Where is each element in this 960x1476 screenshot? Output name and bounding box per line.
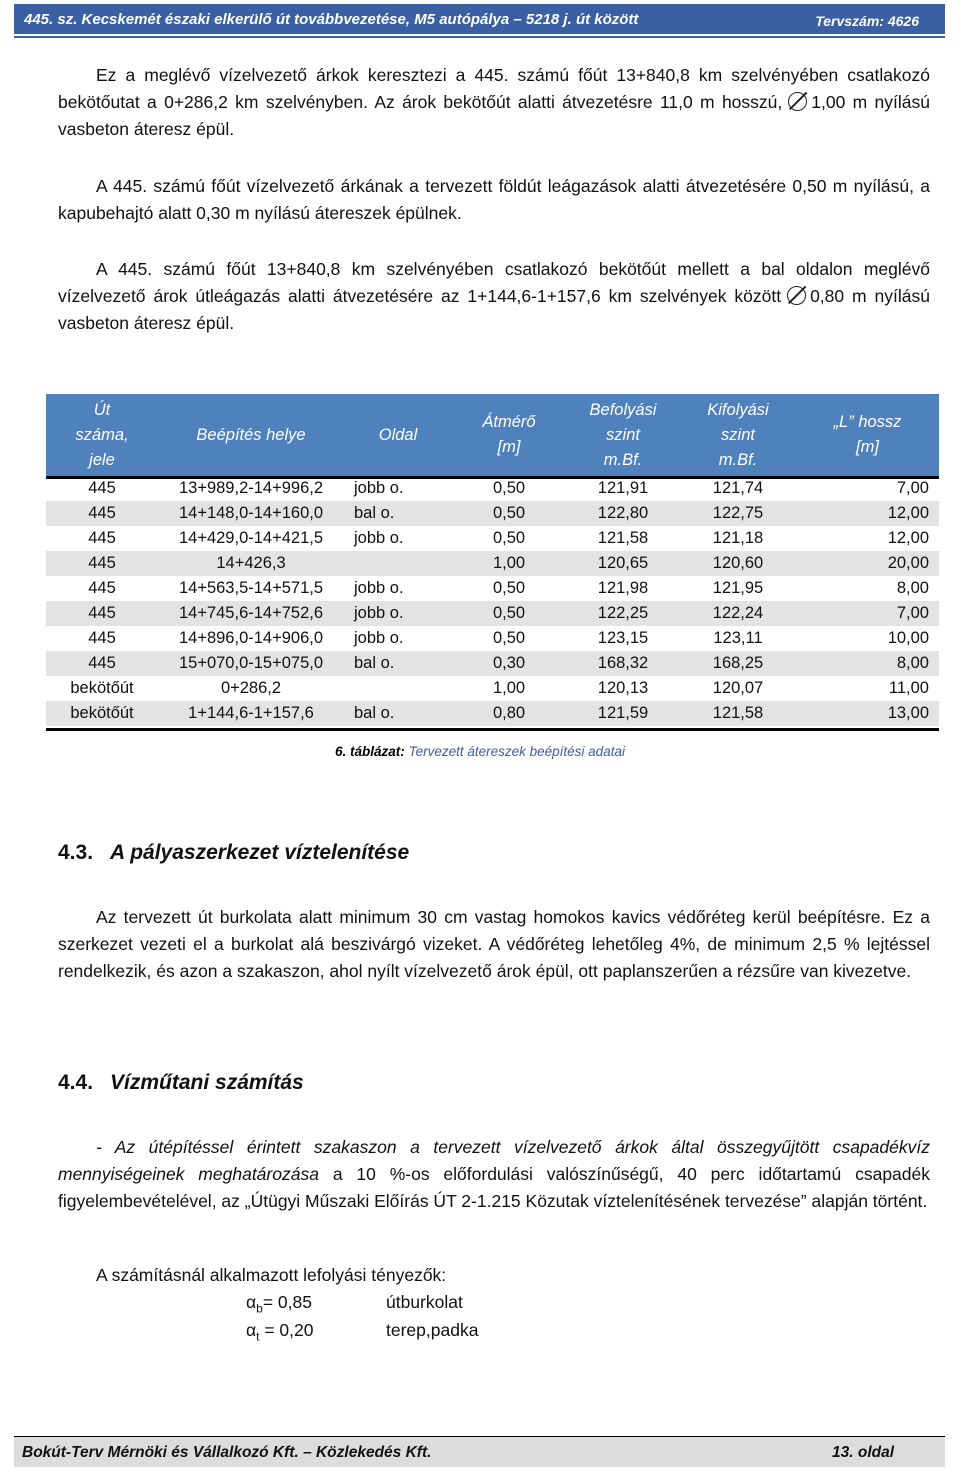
- header-rule: [14, 36, 945, 38]
- caption-text: Tervezett átereszek beépítési adatai: [408, 744, 625, 759]
- cell-diameter: 1,00: [452, 551, 566, 576]
- cell-outlet-level: 123,11: [713, 629, 763, 647]
- cell-location: 14+745,6-14+752,6: [158, 601, 344, 626]
- section-number: 4.4.: [58, 1071, 94, 1094]
- cell-location: 1+144,6-1+157,6: [158, 701, 344, 726]
- cell-diameter: 0,80: [452, 701, 566, 726]
- paragraph-1: [58, 62, 930, 143]
- cell-length: 12,00: [796, 501, 939, 526]
- cell-inlet-level: 120,13: [597, 679, 649, 697]
- cell-location: 14+429,0-14+421,5: [178, 529, 324, 547]
- cell-road: 445: [46, 651, 158, 676]
- col-header-location: Beépítés helye: [158, 394, 344, 476]
- cell-location: 14+148,0-14+160,0: [158, 501, 344, 526]
- table-bottom-rule: [46, 728, 939, 731]
- col-header-road: Út száma, jele: [46, 394, 158, 476]
- paragraph-1-end: 1,00 m nyílású vasbeton áteresz épül.: [58, 92, 930, 139]
- cell-road: bekötőút: [46, 701, 158, 726]
- col-header-outlet-level: Kifolyási szint m.Bf.: [680, 394, 796, 476]
- cell-length: 10,00: [887, 629, 929, 647]
- cell-diameter: 0,50: [492, 529, 526, 547]
- table-row: [46, 676, 939, 701]
- diameter-icon: [787, 286, 806, 305]
- cell-side: [344, 676, 452, 701]
- cell-outlet-level: 122,75: [680, 501, 796, 526]
- cell-diameter: 0,50: [492, 579, 526, 597]
- table-row: [46, 551, 939, 576]
- cell-side: [344, 551, 452, 576]
- table-header-row: [46, 394, 939, 476]
- cell-inlet-level: 121,58: [597, 529, 649, 547]
- header-plan-number: Tervszám: 4626: [815, 13, 919, 29]
- table-row: [46, 576, 939, 601]
- cell-length: 20,00: [796, 551, 939, 576]
- cell-side: jobb o.: [354, 579, 404, 597]
- cell-length: 13,00: [796, 701, 939, 726]
- paragraph-3-text: A 445. számú főút 13+840,8 km szelvényében csatlakozó bekötőút mellett a bal oldalon meglévő vízelvezető árok útleágazás alatti átvezetésére az 1+144,6-1+157,6 km szelvények között: [58, 259, 930, 306]
- section-number: 4.3.: [58, 841, 94, 864]
- footer-company: Bokút-Terv Mérnöki és Vállalkozó Kft. – Közlekedés Kft.: [22, 1444, 432, 1461]
- table-row: [46, 626, 939, 651]
- cell-length: 7,00: [796, 601, 939, 626]
- cell-diameter: 0,50: [452, 501, 566, 526]
- section-title: Vízműtani számítás: [110, 1071, 304, 1094]
- cell-road: 445: [46, 551, 158, 576]
- cell-outlet-level: 121,95: [712, 579, 764, 597]
- table-row: [46, 601, 939, 626]
- cell-location: 13+989,2-14+996,2: [178, 479, 324, 497]
- cell-diameter: 0,50: [492, 479, 526, 497]
- col-header-inlet-level: Befolyási szint m.Bf.: [566, 394, 680, 476]
- section-4-3-body: [58, 904, 930, 985]
- cell-side: jobb o.: [344, 601, 452, 626]
- section-4-4-italic: - Az útépítéssel érintett szakaszon a tervezett vízelvezető árkok által összegyűjtött csapadékvíz mennyiségeinek meghatározása: [58, 1137, 930, 1184]
- coefficient-b-desc: útburkolat: [386, 1292, 463, 1312]
- table-row: [46, 651, 939, 676]
- cell-road: bekötőút: [70, 679, 134, 697]
- coefficient-intro: [58, 1262, 930, 1289]
- cell-diameter: 0,50: [452, 601, 566, 626]
- cell-road: 445: [46, 601, 158, 626]
- cell-road: 445: [88, 629, 116, 647]
- col-header-side: Oldal: [344, 394, 452, 476]
- cell-side: jobb o.: [354, 629, 404, 647]
- section-4-4-heading: [58, 1071, 304, 1095]
- culvert-table: [46, 394, 939, 726]
- cell-inlet-level: 121,59: [566, 701, 680, 726]
- cell-outlet-level: 121,74: [712, 479, 764, 497]
- cell-outlet-level: 120,60: [680, 551, 796, 576]
- table-caption: [0, 744, 960, 759]
- cell-outlet-level: 168,25: [680, 651, 796, 676]
- cell-inlet-level: 120,65: [566, 551, 680, 576]
- cell-location: 14+426,3: [158, 551, 344, 576]
- table-top-rule: [46, 476, 939, 479]
- cell-inlet-level: 121,91: [597, 479, 649, 497]
- cell-outlet-level: 120,07: [712, 679, 764, 697]
- cell-side: bal o.: [344, 701, 452, 726]
- paragraph-3: [58, 256, 930, 337]
- cell-length: 8,00: [896, 579, 929, 597]
- footer-page-number: 13. oldal: [832, 1444, 895, 1461]
- cell-length: 12,00: [887, 529, 929, 547]
- cell-diameter: 0,50: [492, 629, 526, 647]
- cell-side: jobb o.: [354, 529, 404, 547]
- table-row: [46, 476, 939, 501]
- coefficient-t: $\alpha_t = 0,20$ terep,padka: [246, 1320, 479, 1344]
- page-footer: [14, 1436, 945, 1467]
- cell-location: 14+563,5-14+571,5: [178, 579, 324, 597]
- cell-outlet-level: 121,58: [680, 701, 796, 726]
- cell-road: 445: [46, 501, 158, 526]
- section-4-3-text: Az tervezett út burkolata alatt minimum 30 cm vastag homokos kavics védőréteg kerül beépítésre. Ez a szerkezet vezeti el a burkolat alá beszivárgó vizeket. A védőréteg lehetőleg 4%, de minimum 2,5 % lejtéssel rendelkezik, és azon a szakaszon, ahol nyílt vízelvezető árok épül, ott paplanszerűen a rézsűre van kivezetve.: [58, 907, 930, 981]
- cell-diameter: 0,30: [452, 651, 566, 676]
- cell-inlet-level: 168,32: [566, 651, 680, 676]
- cell-length: 7,00: [896, 479, 929, 497]
- cell-location: 0+286,2: [220, 679, 282, 697]
- cell-side: bal o.: [344, 501, 452, 526]
- col-header-diameter: Átmérő [m]: [452, 394, 566, 476]
- cell-inlet-level: 121,98: [597, 579, 649, 597]
- cell-road: 445: [88, 579, 116, 597]
- cell-road: 445: [88, 529, 116, 547]
- caption-label: 6. táblázat:: [335, 744, 405, 759]
- paragraph-2: [58, 173, 930, 227]
- section-4-4-text: a 10 %-os előfordulási valószínűségű, 40 perc időtartamú csapadék figyelembevételével, az „Útügyi Műszaki Előírás ÚT 2-1.215 Közutak víztelenítésének tervezése” alapján történt.: [58, 1164, 930, 1211]
- cell-length: 8,00: [796, 651, 939, 676]
- paragraph-3-end: 0,80 m nyílású vasbeton áteresz épül.: [58, 286, 931, 333]
- cell-inlet-level: 122,25: [566, 601, 680, 626]
- cell-outlet-level: 121,18: [712, 529, 764, 547]
- coefficient-intro-text: A számításnál alkalmazott lefolyási tényezők:: [96, 1265, 447, 1285]
- cell-location: 15+070,0-15+075,0: [158, 651, 344, 676]
- header-title: 445. sz. Kecskemét északi elkerülő út továbbvezetése, M5 autópálya – 5218 j. út között: [24, 11, 639, 28]
- cell-side: bal o.: [344, 651, 452, 676]
- coefficient-b: $\alpha_b= 0,85$ útburkolat: [246, 1292, 463, 1316]
- cell-side: jobb o.: [354, 479, 404, 497]
- coefficient-t-desc: terep,padka: [386, 1320, 479, 1340]
- cell-road: 445: [88, 479, 116, 497]
- table-row: [46, 701, 939, 726]
- cell-inlet-level: 123,15: [597, 629, 649, 647]
- table-row: [46, 501, 939, 526]
- diameter-icon: [788, 92, 807, 111]
- cell-diameter: 1,00: [492, 679, 526, 697]
- paragraph-1-text: Ez a meglévő vízelvezető árkok keresztezi a 445. számú főút 13+840,8 km szelvényében csatlakozó bekötőutat a 0+286,2 km szelvényben. Az árok bekötőút alatti átvezetésre 11,0 m hosszú,: [58, 65, 930, 112]
- cell-outlet-level: 122,24: [680, 601, 796, 626]
- table-row: [46, 526, 939, 551]
- cell-inlet-level: 122,80: [566, 501, 680, 526]
- section-4-3-heading: [58, 841, 409, 865]
- cell-location: 14+896,0-14+906,0: [178, 629, 324, 647]
- section-4-4-body: [58, 1134, 930, 1215]
- page-header: [14, 4, 945, 34]
- section-title: A pályaszerkezet víztelenítése: [110, 841, 410, 864]
- cell-length: 11,00: [888, 679, 929, 697]
- paragraph-2-text: A 445. számú főút vízelvezető árkának a tervezett földút leágazások alatti átvezetésére 0,50 m nyílású, a kapubehajtó alatt 0,30 m nyílású átereszek épülnek.: [58, 176, 930, 223]
- col-header-length: „L” hossz [m]: [796, 394, 939, 476]
